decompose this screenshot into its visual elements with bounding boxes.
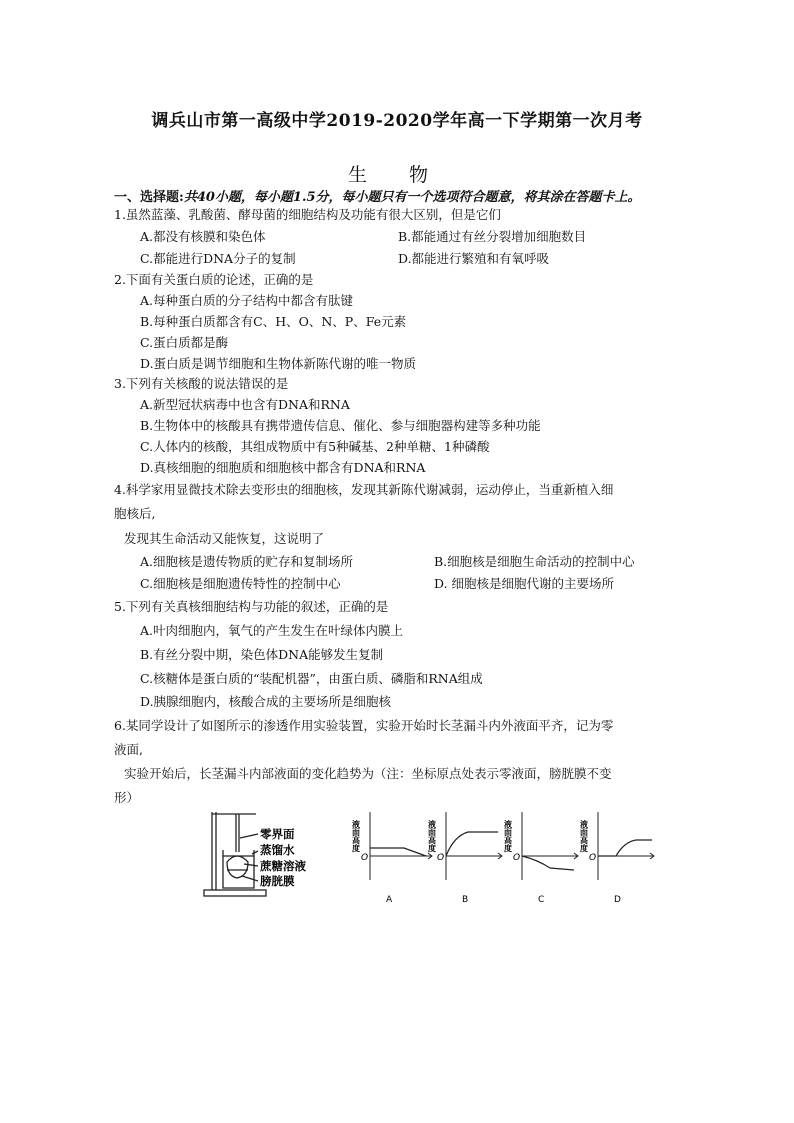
graph-a-origin: O <box>361 853 369 863</box>
question-5-stem: 5.下列有关真核细胞结构与功能的叙述，正确的是 <box>114 599 389 614</box>
graph-d-axis-label: 液面高度 <box>579 820 589 852</box>
question-1-option-b: B.都能通过有丝分裂增加细胞数目 <box>398 229 587 244</box>
apparatus-diagram <box>204 812 266 896</box>
question-3-option-c: C.人体内的核酸，其组成物质中有5种碱基、2种单糖、1种磷酸 <box>140 439 490 454</box>
question-1-option-a: A.都没有核膜和染色体 <box>140 229 266 244</box>
question-5-option-c: C.核糖体是蛋白质的“装配机器”，由蛋白质、磷脂和RNA组成 <box>140 671 483 686</box>
leader-3 <box>244 864 258 866</box>
question-6-stem-cont: 液面, <box>114 742 143 757</box>
question-5-option-a: A.叶肉细胞内，氧气的产生发生在叶绿体内膜上 <box>140 623 404 638</box>
question-2-stem: 2.下面有关蛋白质的论述，正确的是 <box>114 272 314 287</box>
graph-d-origin: O <box>589 853 597 863</box>
section-label: 一、选择题: <box>114 190 184 205</box>
graph-b-label: B <box>462 895 469 905</box>
question-1-option-d: D.都能进行繁殖和有氧呼吸 <box>398 251 550 266</box>
question-4-stem-cont2: 发现其生命活动又能恢复，这说明了 <box>124 531 325 546</box>
label-bladder-membrane: 膀胱膜 <box>260 874 295 888</box>
question-4-option-a: A.细胞核是遗传物质的贮存和复制场所 <box>140 554 354 569</box>
leader-1 <box>240 834 258 838</box>
graph-b <box>428 812 503 905</box>
graph-c-axis-label: 液面高度 <box>503 820 513 852</box>
graph-d-label: D <box>614 895 621 905</box>
question-4-option-d: D. 细胞核是细胞代谢的主要场所 <box>434 576 615 591</box>
label-sucrose-solution: 蔗糖溶液 <box>260 859 306 873</box>
question-4-stem: 4.科学家用显微技术除去变形虫的细胞核，发现其新陈代谢减弱，运动停止，当重新植入细 <box>114 482 614 497</box>
leader-4 <box>242 876 258 881</box>
leader-2 <box>252 851 258 854</box>
question-4-option-c: C.细胞核是细胞遗传特性的控制中心 <box>140 576 341 591</box>
osmosis-figure <box>196 808 656 908</box>
graph-a-curve <box>370 848 426 856</box>
question-5-option-d: D.胰腺细胞内，核酸合成的主要场所是细胞核 <box>140 694 392 709</box>
graph-b-curve <box>446 832 498 856</box>
question-2-option-b: B.每种蛋白质都含有C、H、O、N、P、Fe元素 <box>140 314 407 329</box>
funnel-bulb <box>227 856 248 878</box>
question-3-option-b: B.生物体中的核酸具有携带遗传信息、催化、参与细胞器构建等多种功能 <box>140 418 541 433</box>
question-5-option-b: B.有丝分裂中期，染色体DNA能够发生复制 <box>140 647 384 662</box>
section-heading <box>114 186 774 205</box>
graph-c-origin: O <box>513 853 521 863</box>
graph-c-curve <box>522 856 574 870</box>
graph-a-label: A <box>386 895 393 905</box>
question-1-stem: 1.虽然蓝藻、乳酸菌、酵母菌的细胞结构及功能有很大区别，但是它们 <box>114 207 501 222</box>
section-note: 共40小题，每小题1.5分，每小题只有一个选项符合题意，将其涂在答题卡上。 <box>183 190 641 205</box>
stand-base <box>204 890 266 896</box>
graph-d <box>580 812 655 905</box>
graph-d-curve <box>598 840 652 856</box>
question-6-stem-cont2: 实验开始后，长茎漏斗内部液面的变化趋势为（注：坐标原点处表示零液面，膀胱膜不变 <box>124 766 612 781</box>
exam-title: 调兵山市第一高级中学2019-2020学年高一下学期第一次月考 <box>151 111 643 131</box>
question-4-option-b: B.细胞核是细胞生命活动的控制中心 <box>434 554 635 569</box>
question-1-option-c: C.都能进行DNA分子的复制 <box>140 251 296 266</box>
graph-a-axis-label: 液面高度 <box>351 820 361 852</box>
question-6-stem-cont3: 形） <box>114 790 140 805</box>
osmosis-figure-svg <box>196 808 656 908</box>
question-2-option-d: D.蛋白质是调节细胞和生物体新陈代谢的唯一物质 <box>140 356 417 371</box>
subject-title: 生 物 <box>347 164 447 186</box>
question-2-option-a: A.每种蛋白质的分子结构中都含有肽键 <box>140 293 354 308</box>
graph-c <box>504 812 579 905</box>
question-6-stem: 6.某同学设计了如图所示的渗透作用实验装置，实验开始时长茎漏斗内外液面平齐，记为零 <box>114 718 614 733</box>
question-3-option-d: D.真核细胞的细胞质和细胞核中都含有DNA和RNA <box>140 460 426 475</box>
label-distilled-water: 蒸馏水 <box>260 843 295 857</box>
question-3-stem: 3.下列有关核酸的说法错误的是 <box>114 376 289 391</box>
question-3-option-a: A.新型冠状病毒中也含有DNA和RNA <box>140 397 350 412</box>
question-2-option-c: C.蛋白质都是酶 <box>140 335 229 350</box>
graph-b-origin: O <box>437 853 445 863</box>
graph-b-axis-label: 液面高度 <box>427 820 437 852</box>
graph-c-label: C <box>538 895 545 905</box>
label-zero-interface: 零界面 <box>260 827 295 841</box>
graph-a <box>352 812 433 905</box>
question-4-stem-cont: 胞核后, <box>114 506 156 521</box>
